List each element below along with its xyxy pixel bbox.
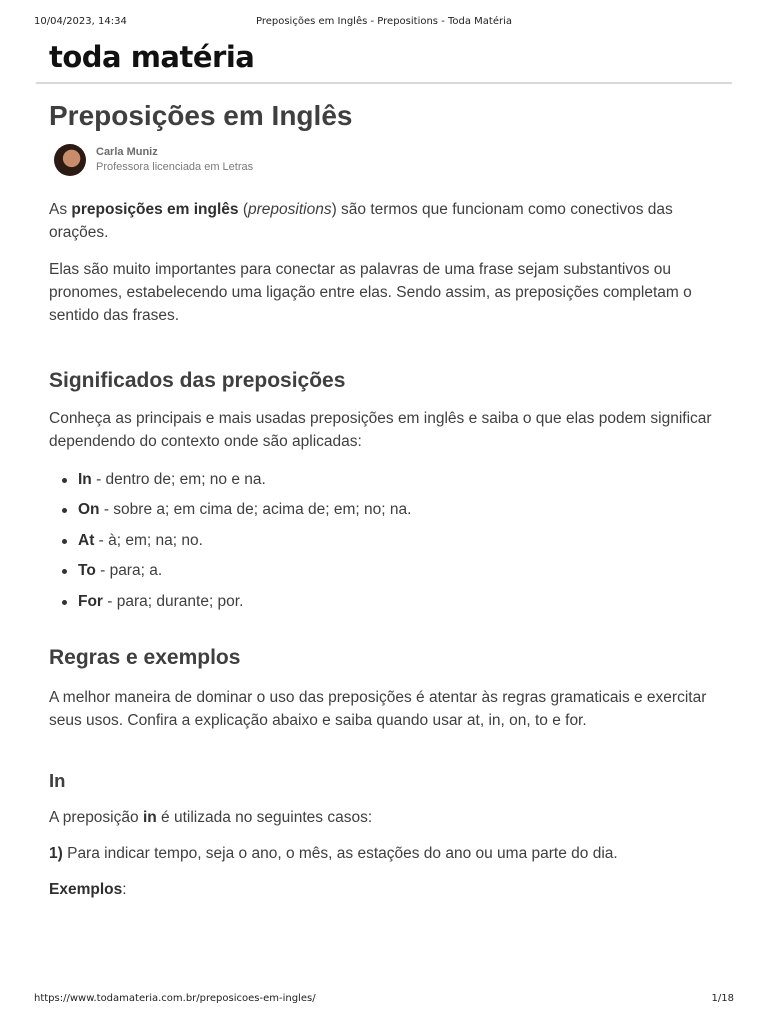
section-rules-text: A melhor maneira de dominar o uso das preposições é atentar às regras gramaticais e exercitar seus usos. Confira a explicação abaixo e saiba quando usar at, in, on, to e for. [49,688,707,729]
list-item: At - à; em; na; no. [78,530,719,552]
author-role: Professora licenciada em Letras [96,161,254,173]
list-item: In - dentro de; em; no e na. [78,469,719,491]
author-avatar [54,144,86,176]
list-item: For - para; durante; por. [78,591,719,613]
print-date: 10/04/2023, 14:34 [34,16,127,27]
page-url[interactable]: https://www.todamateria.com.br/preposicoes-em-ingles/ [34,993,316,1004]
examples-label: Exemplos: [49,880,127,898]
list-item: On - sobre a; em cima de; acima de; em; no; na. [78,499,719,521]
intro-paragraph-1: As preposições em inglês (prepositions) são termos que funcionam como conectivos das orações. [49,201,673,241]
article-title: Preposições em Inglês [49,100,353,131]
print-header [34,16,734,30]
page-number: 1/18 [711,993,734,1004]
site-logo[interactable]: toda matéria [49,40,255,74]
article [49,96,719,901]
intro-paragraph-2: Elas são muito importantes para conectar as palavras de uma frase sejam substantivos ou pronomes, estabelecendo uma ligação entre elas. Sendo assim, as preposições completam o sentido das frases. [49,261,692,324]
section-heading-rules: Regras e exemplos [49,645,241,669]
list-item: To - para; a. [78,560,719,582]
in-usage-intro: A preposição in é utilizada no seguintes casos: [49,808,373,826]
subsection-heading-in: In [49,769,66,791]
author-name[interactable]: Carla Muniz [96,146,158,158]
author-block [49,144,719,184]
section-heading-meanings: Significados das preposições [49,369,346,392]
section-meanings-text: Conheça as principais e mais usadas preposições em inglês e saiba o que elas podem significar dependendo do contexto onde são aplicadas: [49,410,712,450]
print-footer [34,993,734,1007]
in-rule-1: 1) Para indicar tempo, seja o ano, o mês, as estações do ano ou uma parte do dia. [49,844,618,862]
prepositions-list [49,469,719,613]
print-page-title: Preposições em Inglês - Prepositions - Toda Matéria [255,16,513,27]
header-divider [36,82,732,84]
